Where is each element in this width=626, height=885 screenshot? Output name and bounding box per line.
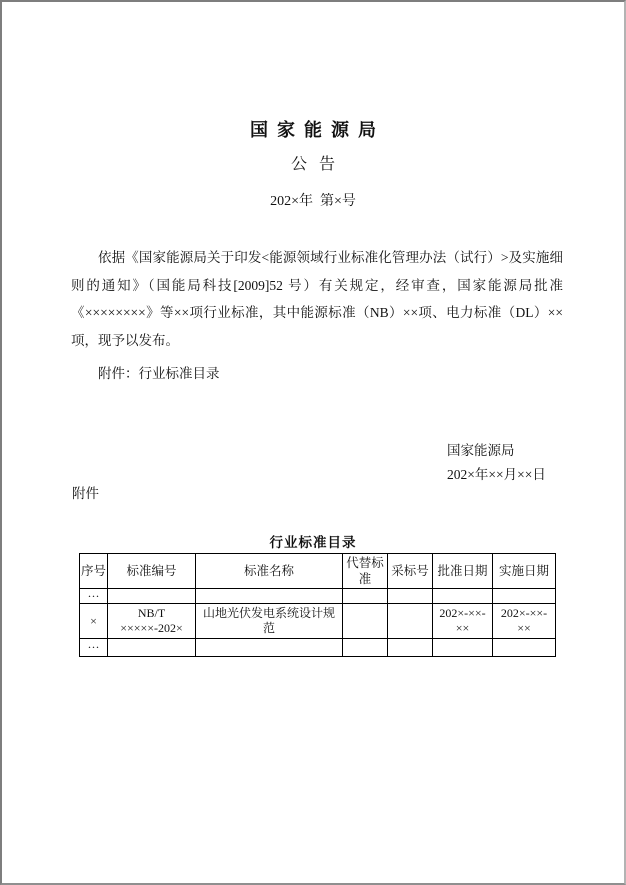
table-cell-implementation-date: 202×-××-×× bbox=[493, 604, 556, 639]
table-row bbox=[80, 604, 556, 639]
doc-title: 国家能源局 bbox=[250, 120, 385, 140]
table-cell-serial: × bbox=[80, 604, 108, 639]
col-header-replaced-standard: 代替标准 bbox=[343, 554, 388, 589]
table-cell bbox=[433, 639, 493, 657]
table-cell bbox=[196, 639, 343, 657]
body-paragraph: 依据《国家能源局关于印发<能源领域行业标准化管理办法（试行）>及实施细则的通知》（国能局科技[2009]52 号）有关规定，经审查，国家能源局批准《××××××××》等××项行业标准，其中能源标准（NB）××项、电力标准（DL）××项，现予以发布。 bbox=[71, 250, 563, 348]
signature-date: 202×年××月××日 bbox=[447, 467, 546, 482]
col-header-standard-name: 标准名称 bbox=[196, 554, 343, 589]
table-cell: ··· bbox=[80, 589, 108, 604]
table-title: 行业标准目录 bbox=[269, 535, 357, 550]
table-cell-standard-name: 山地光伏发电系统设计规范 bbox=[196, 604, 343, 639]
table-header-row bbox=[80, 554, 556, 589]
doc-subtitle: 公告 bbox=[290, 156, 347, 173]
col-header-serial-number: 序号 bbox=[80, 554, 108, 589]
table-cell-replaced-standard bbox=[343, 604, 388, 639]
col-header-approval-date: 批准日期 bbox=[433, 554, 493, 589]
table-cell bbox=[388, 639, 433, 657]
table-row bbox=[80, 639, 556, 657]
table-cell bbox=[108, 589, 196, 604]
table-cell bbox=[343, 589, 388, 604]
signature-org: 国家能源局 bbox=[447, 443, 515, 458]
col-header-adopted-standard-number: 采标号 bbox=[388, 554, 433, 589]
table-cell bbox=[493, 639, 556, 657]
table-cell bbox=[493, 589, 556, 604]
doc-issue-number: 202×年 第×号 bbox=[270, 194, 356, 209]
table-cell bbox=[343, 639, 388, 657]
table-cell: ··· bbox=[80, 639, 108, 657]
table-cell bbox=[388, 589, 433, 604]
table-row bbox=[80, 589, 556, 604]
col-header-standard-number: 标准编号 bbox=[108, 554, 196, 589]
table-cell bbox=[196, 589, 343, 604]
table-cell-adopted-number bbox=[388, 604, 433, 639]
attachment-label: 附件 bbox=[72, 486, 99, 501]
table-cell-approval-date: 202×-××-×× bbox=[433, 604, 493, 639]
table-cell bbox=[433, 589, 493, 604]
attachment-note: 附件：行业标准目录 bbox=[98, 366, 220, 381]
table-cell-standard-number: NB/T ×××××-202× bbox=[108, 604, 196, 639]
table-cell bbox=[108, 639, 196, 657]
standards-table bbox=[79, 553, 556, 657]
col-header-implementation-date: 实施日期 bbox=[493, 554, 556, 589]
